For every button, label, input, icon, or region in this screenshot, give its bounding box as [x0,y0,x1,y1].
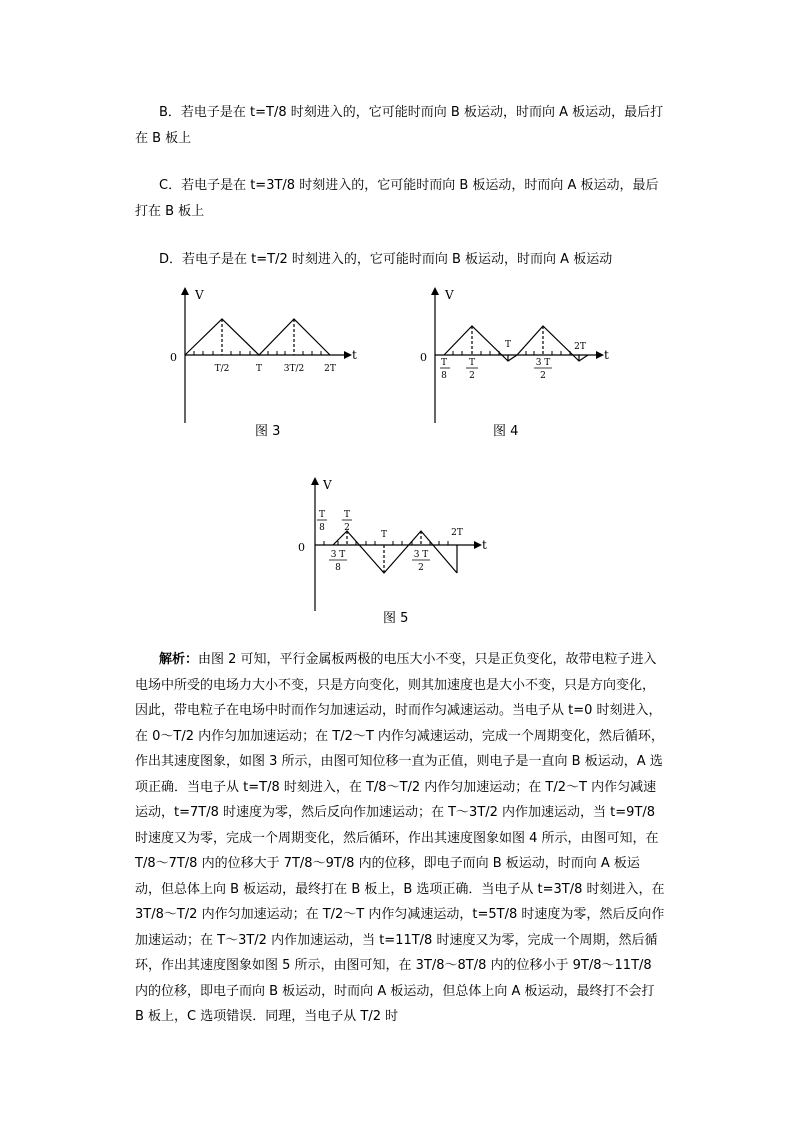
fig4-frac-num: 3 T [535,358,551,368]
fig5-t-label: T [380,530,388,540]
fig4-frac-den: 2 [469,371,475,381]
figure-4 [410,285,610,430]
fig5-2t-label: 2T [451,528,463,538]
fig5-frac-num: 3 T [413,550,429,560]
fig5-frac-den: 2 [418,563,424,573]
fig5-x-label: t [482,538,487,552]
fig4-origin: 0 [420,351,427,364]
fig5-frac-den: 8 [319,523,325,533]
fig5-origin: 0 [298,541,305,554]
fig5-caption: 图 5 [383,611,409,626]
option-c: C．若电子是在 t=3T/8 时刻进入的，它可能时而向 B 板运动，时而向 A 板运动，最后打在 B 板上 [135,178,659,219]
option-d: D．若电子是在 t=T/2 时刻进入的，它可能时而向 B 板运动，时而向 A 板运动 [159,252,613,267]
fig3-tick: T/2 [214,364,230,374]
analysis-paragraph [135,647,665,1030]
fig3-tick: 2T [324,364,336,374]
fig4-frac-num: T [440,358,448,368]
fig3-tick: 3T/2 [283,364,305,374]
fig3-y-label: V [195,288,204,302]
fig4-x-label: t [604,348,609,362]
figure-5 [290,475,490,615]
fig3-x-label: t [352,348,357,362]
fig3-caption: 图 3 [255,424,281,439]
fig3-origin: 0 [170,351,177,364]
fig4-frac-den: 8 [441,371,447,381]
fig4-frac-num: T [468,358,476,368]
fig4-y-label: V [445,288,454,302]
analysis-text: 由图 2 可知，平行金属板两极的电压大小不变，只是正负变化，故带电粒子进入电场中所受的电场力大小不变，只是方向变化，则其加速度也是大小不变，只是方向变化，因此，带电粒子在电场中时而作匀加速运动，时而作匀减速运动。当电子从 t=0 时刻进入，在 0～T/2 内作匀加加速运动；在 T/2～T 内作匀减速运动，完成一个周期变化，然后循环，作出其速度图象，如图 3 所示，由图可知位移一直为正值，则电子是一直向 B 板运动，A 选项正确．当电子从 t=T/8 时刻进入，在 T/8～T/2 内作匀加速运动；在 T/2～T 内作匀减速运动，t=7T/8 时速度为零，然后反向作加速运动；在 T～3T/2 内作加速运动，当 t=9T/8 时速度又为零，完成一个周期变化，然后循环，作出其速度图象如图 4 所示，由图可知，在 T/8～7T/8 内的位移大于 7T/8～9T/8 内的位移，即电子而向 B 板运动，时而向 A 板运动，但总体上向 B 板运动，最终打在 B 板上，B 选项正确．当电子从 t=3T/8 时刻进入，在 3T/8～T/2 内作匀加速运动；在 T/2～T 内作匀减速运动，t=5T/8 时速度为零，然后反向作加速运动；在 T～3T/2 内作加速运动，当 t=11T/8 时速度又为零，完成一个周期，然后循环，作出其速度图象如图 5 所示，由图可知，在 3T/8～8T/8 内的位移小于 9T/8～11T/8 内的位移，即电子而向 B 板运动，时而向 A 板运动，但总体上向 A 板运动，最终打不会打 B 板上，C 选项错误．同理，当电子从 T/2 时 [135,652,665,1024]
fig4-2t-label: 2T [574,342,586,352]
fig4-frac-den: 2 [540,371,546,381]
fig4-caption: 图 4 [493,424,519,439]
analysis-label: 解析： [159,652,199,667]
option-b: B．若电子是在 t=T/8 时刻进入的，它可能时而向 B 板运动，时而向 A 板运动，最后打在 B 板上 [135,105,664,146]
fig4-t-label: T [504,340,512,350]
fig3-tick: T [255,364,263,374]
fig5-frac-den: 8 [335,563,341,573]
fig5-frac-den: 2 [344,523,350,533]
figure-3 [160,285,360,430]
fig5-frac-num: T [318,510,326,520]
fig5-y-label: V [323,478,332,492]
fig5-frac-num: 3 T [330,550,346,560]
fig5-frac-num: T [343,510,351,520]
